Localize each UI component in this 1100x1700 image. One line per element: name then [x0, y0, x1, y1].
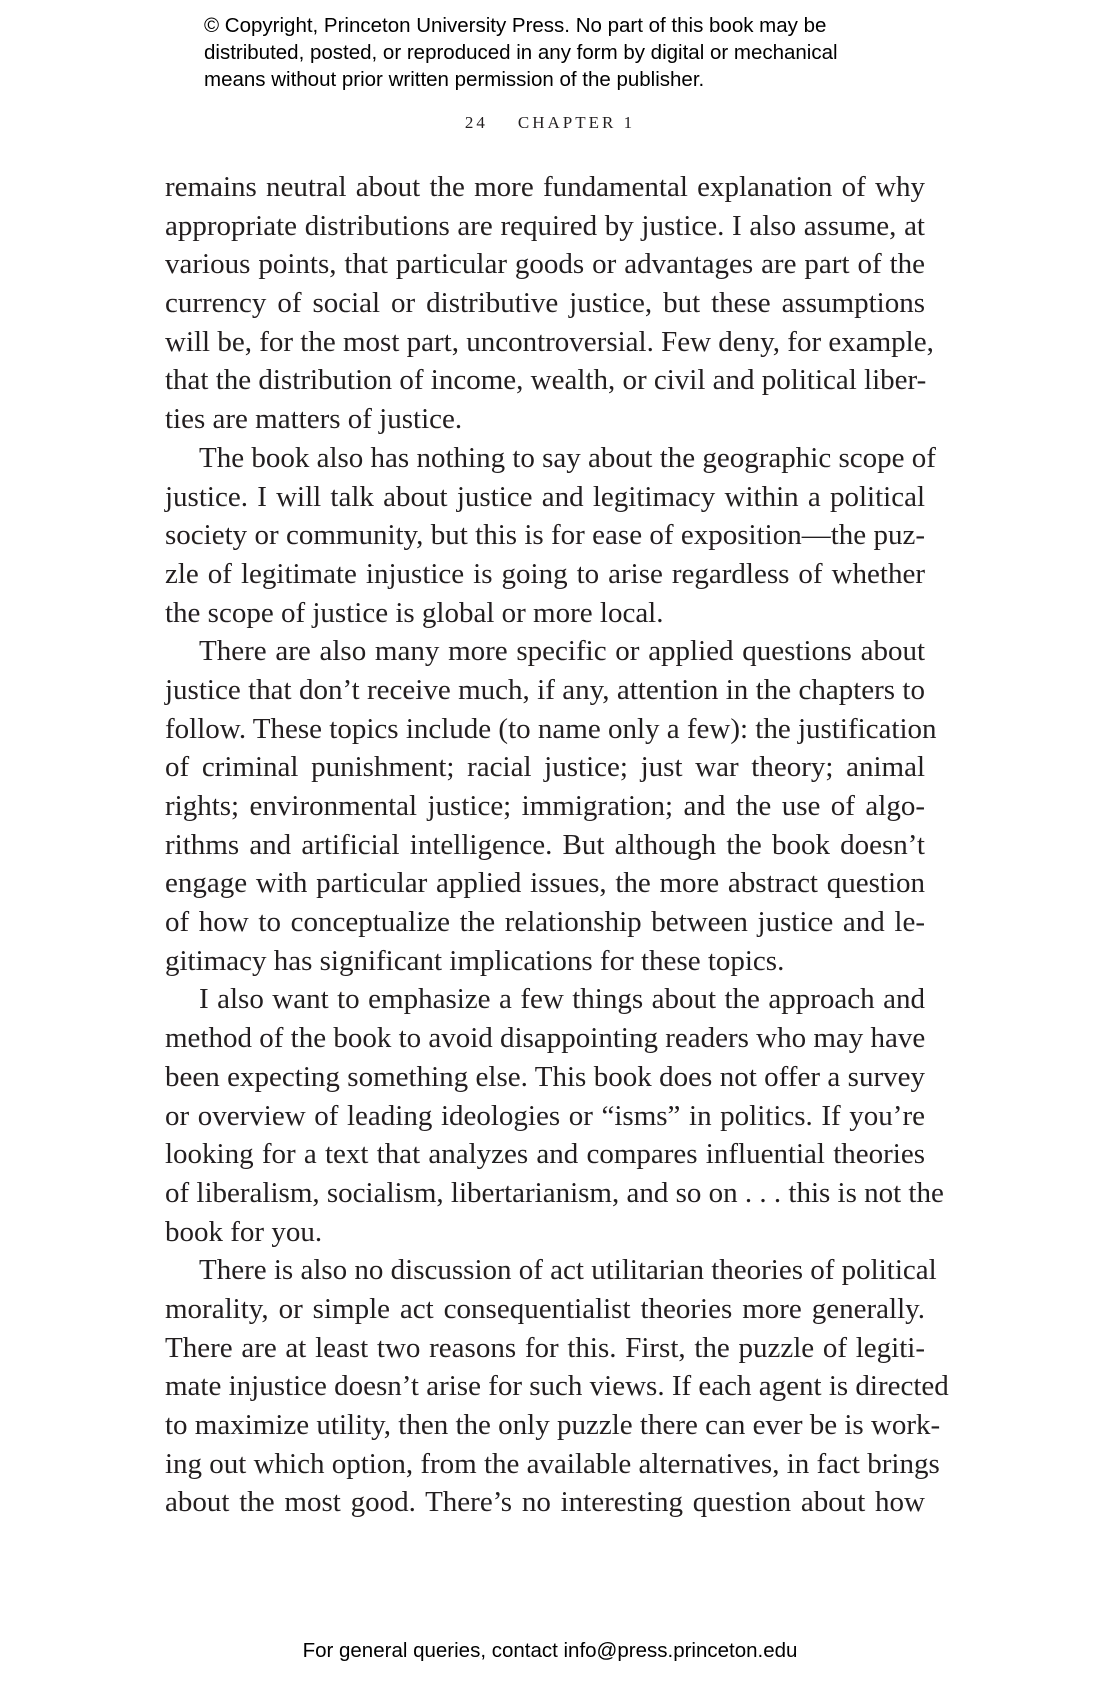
footer-contact: For general queries, contact info@press.princeton.edu [302, 1639, 798, 1662]
text-line: about the most good. There’s no interesting question about how [165, 1486, 925, 1519]
text-line: or overview of leading ideologies or “isms” in politics. If you’re [165, 1099, 925, 1132]
text-line: book for you. [165, 1215, 323, 1248]
text-line: to maximize utility, then the only puzzle there can ever be is work- [165, 1409, 941, 1441]
text-line: morality, or simple act consequentialist theories more generally. [165, 1292, 925, 1325]
text-line: of how to conceptualize the relationship between justice and le- [165, 906, 925, 939]
copyright-line: © Copyright, Princeton University Press. No part of this book may be [204, 14, 827, 37]
text-line: gitimacy has significant implications for these topics. [165, 944, 785, 977]
text-line: There is also no discussion of act utilitarian theories of political [199, 1254, 937, 1287]
text-line: justice that don’t receive much, if any, attention in the chapters to [165, 673, 925, 706]
page-number: 24 [464, 113, 488, 132]
text-line: the scope of justice is global or more local. [165, 596, 664, 629]
text-line: that the distribution of income, wealth, or civil and political liber- [165, 364, 927, 397]
copyright-notice [204, 12, 924, 93]
text-line: There are at least two reasons for this. First, the puzzle of legiti- [165, 1331, 925, 1364]
text-line: society or community, but this is for ease of exposition—the puz- [165, 519, 925, 552]
text-line: engage with particular applied issues, the more abstract question [165, 867, 925, 900]
text-line: ing out which option, from the available alternatives, in fact brings [165, 1447, 940, 1480]
text-line: looking for a text that analyzes and compares influential theories [165, 1138, 925, 1171]
text-line: ties are matters of justice. [165, 403, 463, 436]
text-line: rithms and artificial intelligence. But although the book doesn’t [165, 828, 925, 861]
text-line: of criminal punishment; racial justice; just war theory; animal [165, 751, 925, 784]
copyright-line: means without prior written permission of the publisher. [204, 68, 705, 91]
text-line: been expecting something else. This book does not offer a survey [165, 1060, 925, 1093]
text-line: rights; environmental justice; immigration; and the use of algo- [165, 790, 925, 822]
copyright-line: distributed, posted, or reproduced in any form by digital or mechanical [204, 41, 838, 64]
running-head [0, 113, 1100, 133]
text-line: of liberalism, socialism, libertarianism, and so on . . . this is not the [165, 1176, 944, 1209]
chapter-label: CHAPTER 1 [517, 113, 636, 132]
text-line: follow. These topics include (to name only a few): the justification [165, 712, 937, 745]
text-line: remains neutral about the more fundamental explanation of why [165, 171, 925, 203]
text-line: I also want to emphasize a few things about the approach and [199, 983, 925, 1016]
text-line: method of the book to avoid disappointing readers who may have [165, 1022, 926, 1055]
text-line: zle of legitimate injustice is going to arise regardless of whether [165, 557, 925, 590]
text-line: justice. I will talk about justice and legitimacy within a political [165, 480, 925, 513]
text-line: There are also many more specific or applied questions about [199, 635, 925, 668]
text-line: mate injustice doesn’t arise for such views. If each agent is directed [165, 1370, 949, 1403]
text-line: The book also has nothing to say about the geographic scope of [199, 441, 936, 474]
text-line: will be, for the most part, uncontroversial. Few deny, for example, [165, 325, 934, 358]
text-line: various points, that particular goods or advantages are part of the [165, 248, 925, 281]
text-line: appropriate distributions are required by justice. I also assume, at [165, 209, 925, 242]
text-line: currency of social or distributive justice, but these assumptions [165, 287, 925, 320]
body-text [165, 168, 949, 1522]
